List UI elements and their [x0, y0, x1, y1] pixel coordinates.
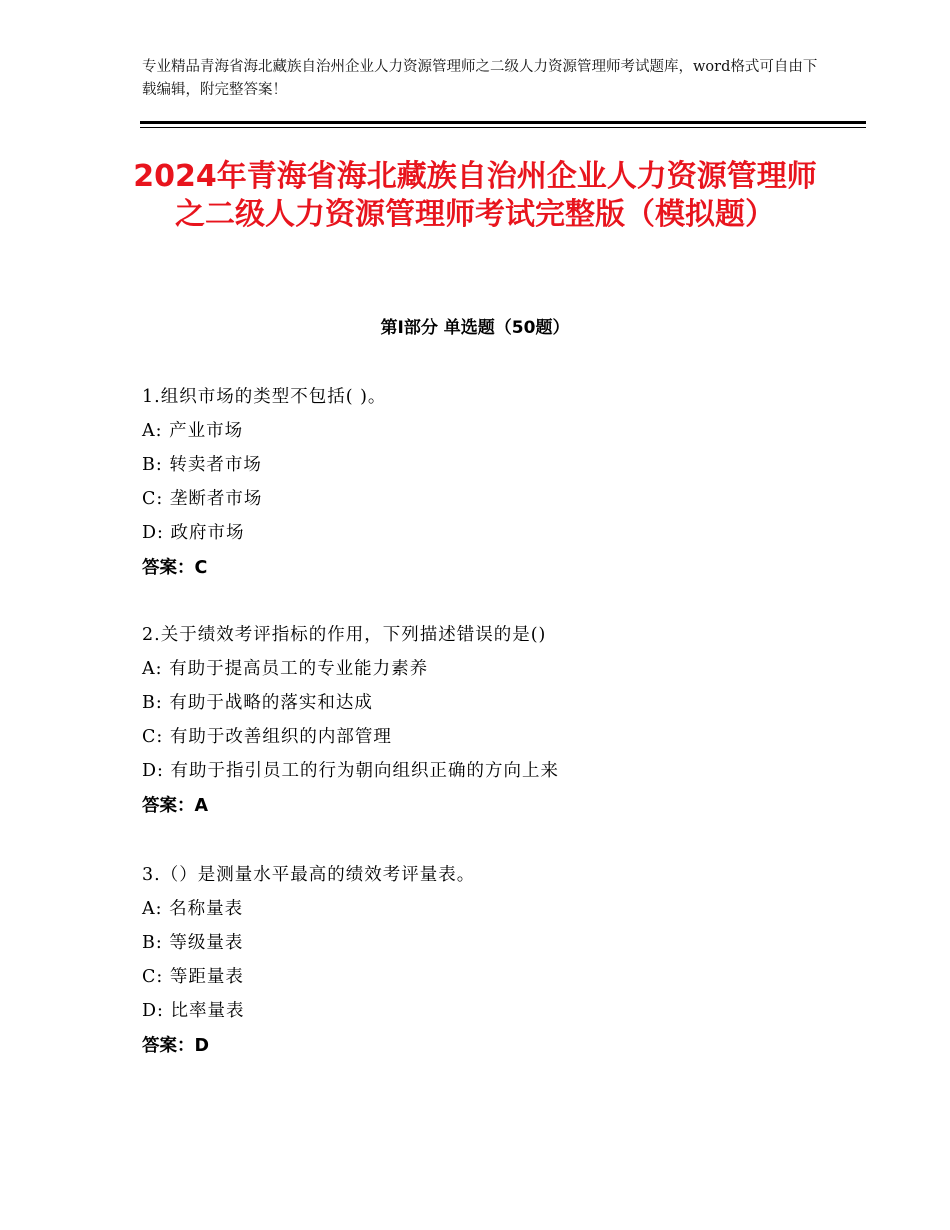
option-b: B: 有助于战略的落实和达成 — [142, 693, 373, 713]
option-a: A: 有助于提高员工的专业能力素养 — [142, 659, 429, 679]
answer: 答案：D — [142, 1036, 210, 1056]
header-note: 专业精品青海省海北藏族自治州企业人力资源管理师之二级人力资源管理师考试题库，word格式可自由下载编辑，附完整答案！ — [142, 59, 818, 98]
answer: 答案：A — [142, 796, 209, 816]
question-stem: 2.关于绩效考评指标的作用，下列描述错误的是() — [142, 625, 547, 645]
option-c: C: 等距量表 — [142, 967, 244, 987]
option-a: A: 产业市场 — [142, 421, 244, 441]
option-b: B: 等级量表 — [142, 933, 244, 953]
question-stem: 1.组织市场的类型不包括( )。 — [142, 387, 387, 407]
header-rule-thick — [140, 121, 866, 124]
option-c: C: 垄断者市场 — [142, 489, 263, 509]
question-stem: 3.（）是测量水平最高的绩效考评量表。 — [142, 865, 476, 885]
document-title: 2024年青海省海北藏族自治州企业人力资源管理师之二级人力资源管理师考试完整版（模拟题） — [133, 159, 817, 232]
option-d: D: 有助于指引员工的行为朝向组织正确的方向上来 — [142, 761, 559, 781]
option-d: D: 政府市场 — [142, 523, 245, 543]
question-3 — [142, 858, 842, 1064]
question-2 — [142, 618, 842, 824]
option-a: A: 名称量表 — [142, 899, 244, 919]
answer: 答案：C — [142, 558, 208, 578]
header-rule-thin — [140, 127, 866, 128]
option-d: D: 比率量表 — [142, 1001, 245, 1021]
option-c: C: 有助于改善组织的内部管理 — [142, 727, 392, 747]
question-1 — [142, 380, 842, 586]
section-title: 第Ⅰ部分 单选题（50题） — [380, 318, 570, 338]
option-b: B: 转卖者市场 — [142, 455, 262, 475]
